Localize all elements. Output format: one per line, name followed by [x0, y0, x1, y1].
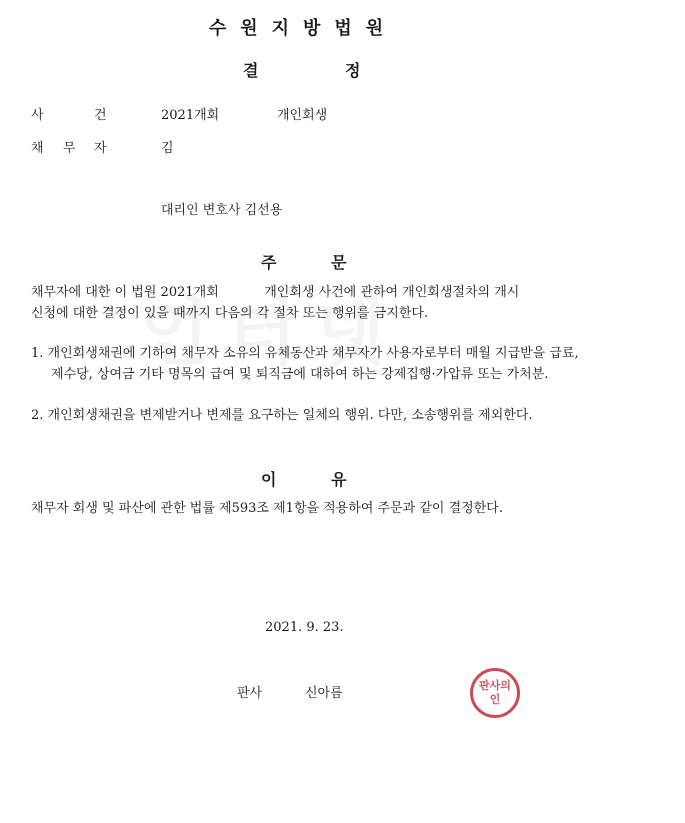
legal-agent: 대리인 변호사 김선용 [161, 203, 283, 218]
case-label-2: 건 [94, 108, 107, 123]
debtor-label-2: 무 [63, 141, 76, 156]
order-heading-1: 주 [261, 253, 277, 272]
doc-type-char-1: 결 [243, 61, 259, 80]
doc-type-char-2: 정 [345, 61, 361, 80]
judge-title: 판사 [237, 686, 263, 701]
case-label-1: 사 [31, 108, 44, 123]
order-item-2: 2. 개인회생채권을 변제받거나 변제를 요구하는 일체의 행위. 다만, 소송행위를 제외한다. [31, 408, 533, 423]
reason-text: 채무자 회생 및 파산에 관한 법률 제593조 제1항을 적용하여 주문과 같이 결정한다. [31, 501, 503, 516]
case-name: 개인회생 [277, 108, 328, 123]
order-intro-line-2: 신청에 대한 결정이 있을 때까지 다음의 각 절차 또는 행위를 금지한다. [31, 306, 429, 321]
judge-seal-stamp: 판사의인 [470, 668, 520, 718]
reason-heading-1: 이 [261, 470, 277, 489]
judge-name: 신아름 [305, 686, 343, 701]
debtor-label-3: 자 [94, 141, 107, 156]
decision-date: 2021. 9. 23. [265, 620, 344, 635]
debtor-name: 김 [161, 141, 174, 156]
debtor-label-1: 채 [31, 141, 44, 156]
order-heading-2: 문 [331, 253, 347, 272]
reason-heading-2: 유 [331, 470, 347, 489]
order-item-1: 1. 개인회생채권에 기하여 채무자 소유의 유체동산과 채무자가 사용자로부터 매월 지급받을 급료, 제수당, 상여금 기타 명목의 급여 및 퇴직금에 대하여 하는 강제집행·가압류 또는 가처분. [31, 346, 579, 382]
order-intro-line-1: 채무자에 대한 이 법원 2021개회 개인회생 사건에 관하여 개인회생절차의 개시 [31, 285, 520, 300]
case-number: 2021개회 [161, 108, 220, 123]
court-name: 수원지방법원 [208, 18, 398, 39]
